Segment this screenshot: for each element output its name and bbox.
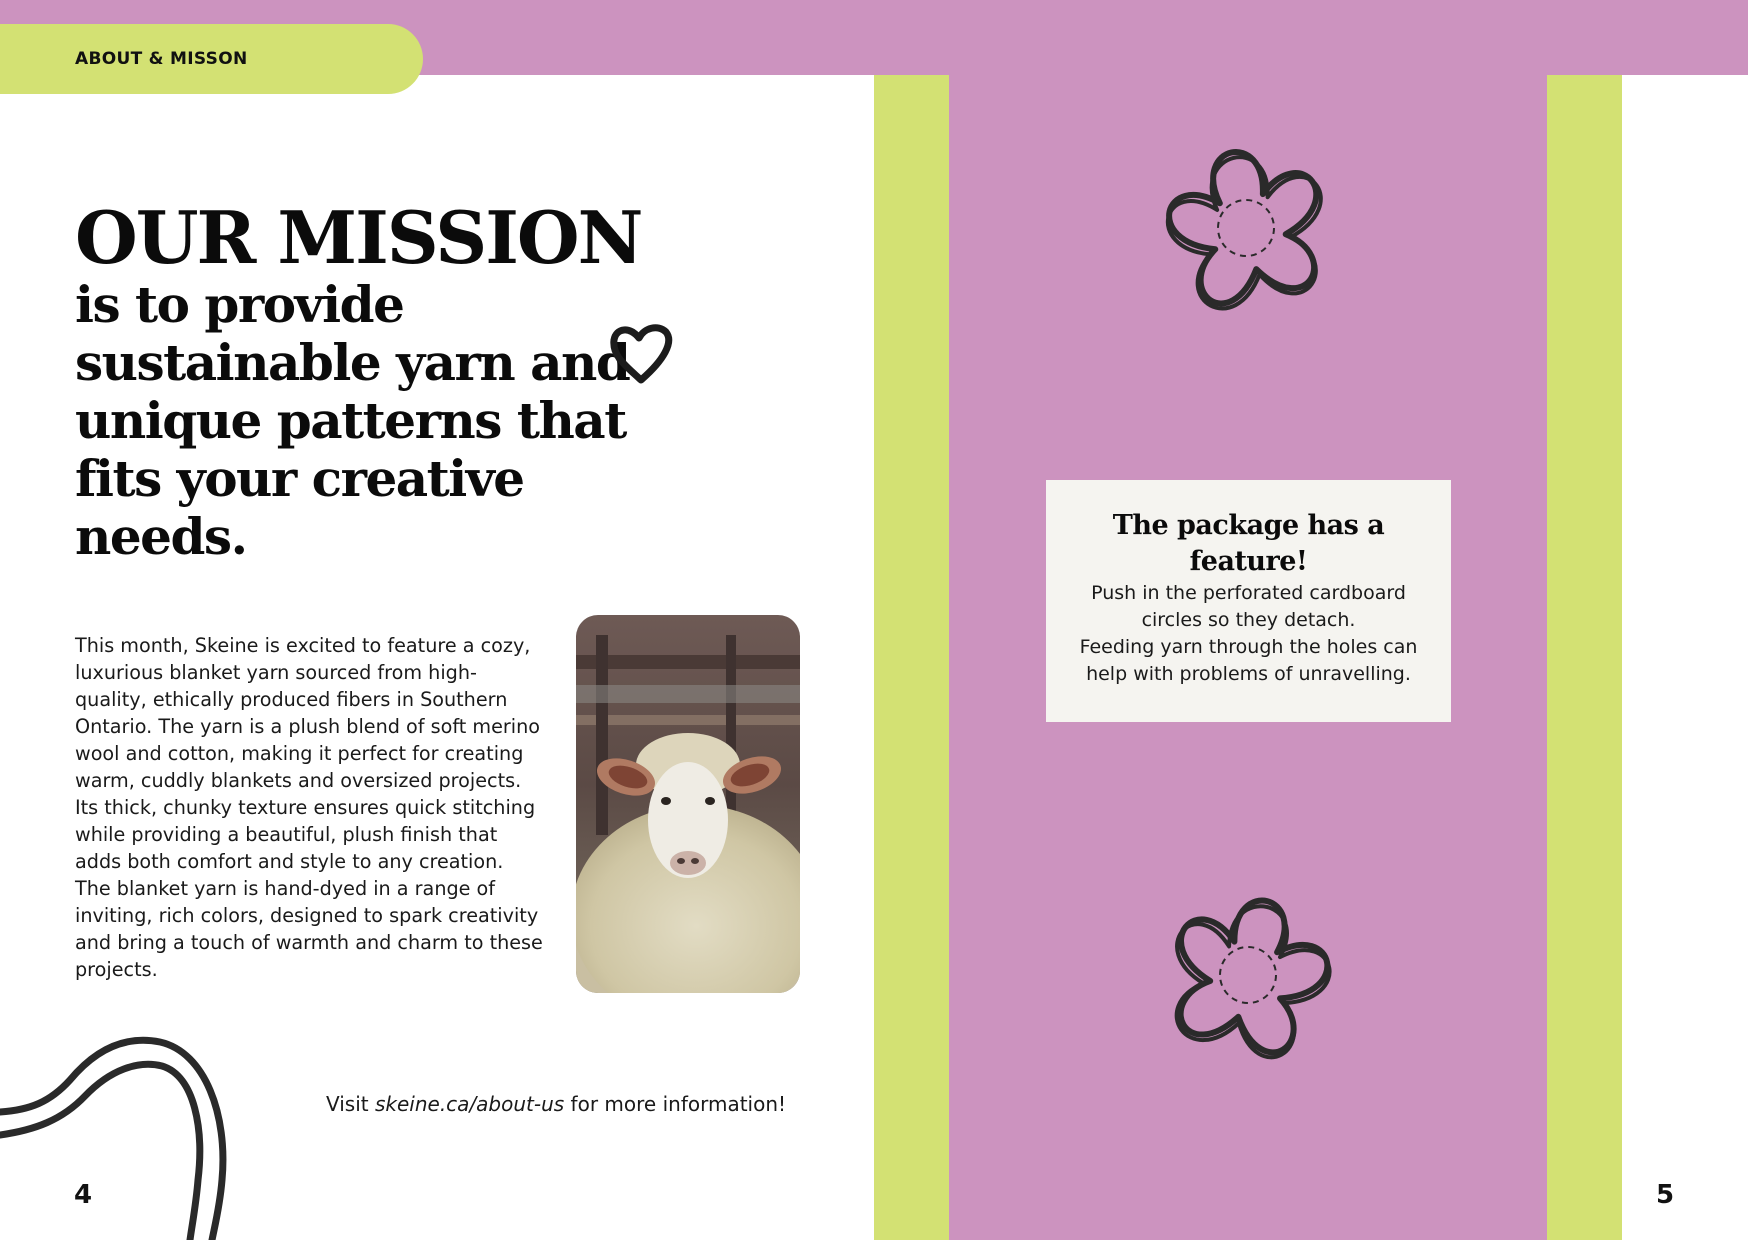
flower-icon <box>1148 878 1348 1078</box>
headline-main: OUR MISSION <box>75 195 642 280</box>
headline-sub: is to provide sustainable yarn and unique patterns that fits your creative needs. <box>75 275 630 566</box>
visit-line <box>326 1092 786 1116</box>
heart-icon <box>606 322 676 388</box>
mission-body-text: This month, Skeine is excited to feature a cozy, luxurious blanket yarn sourced from high-quality, ethically produced fibers in Southern Ontario. The yarn is a plush blend of soft merino wool and cotton, making it perfect for creating warm, cuddly blankets and oversized projects. Its thick, chunky texture ensures quick stitching while providing a beautiful, plush finish that adds both comfort and style to any creation. The blanket yarn is hand-dyed in a range of inviting, rich colors, designed to spark creativity and bring a touch of warmth and charm to these projects. <box>75 634 543 981</box>
page-number-right: 5 <box>1656 1180 1675 1210</box>
feature-line-2: Feeding yarn through the holes can help with problems of unravelling. <box>1079 636 1418 685</box>
flower-icon <box>1148 130 1348 330</box>
right-page-lime-band-right <box>1547 75 1622 1240</box>
visit-suffix: for more information! <box>564 1092 787 1116</box>
section-tab-label: ABOUT & MISSON <box>75 49 248 69</box>
about-us-link[interactable]: skeine.ca/about-us <box>374 1092 565 1116</box>
feature-line-1: Push in the perforated cardboard circles so they detach. <box>1091 582 1406 631</box>
sheep-photo <box>576 615 800 993</box>
visit-prefix: Visit <box>326 1092 375 1116</box>
right-page-lime-band-left <box>874 75 949 1240</box>
feature-box <box>1046 480 1451 722</box>
feature-title: The package has a feature! <box>1112 510 1385 577</box>
page-number-left: 4 <box>74 1180 93 1210</box>
squiggle-icon <box>0 1030 240 1240</box>
